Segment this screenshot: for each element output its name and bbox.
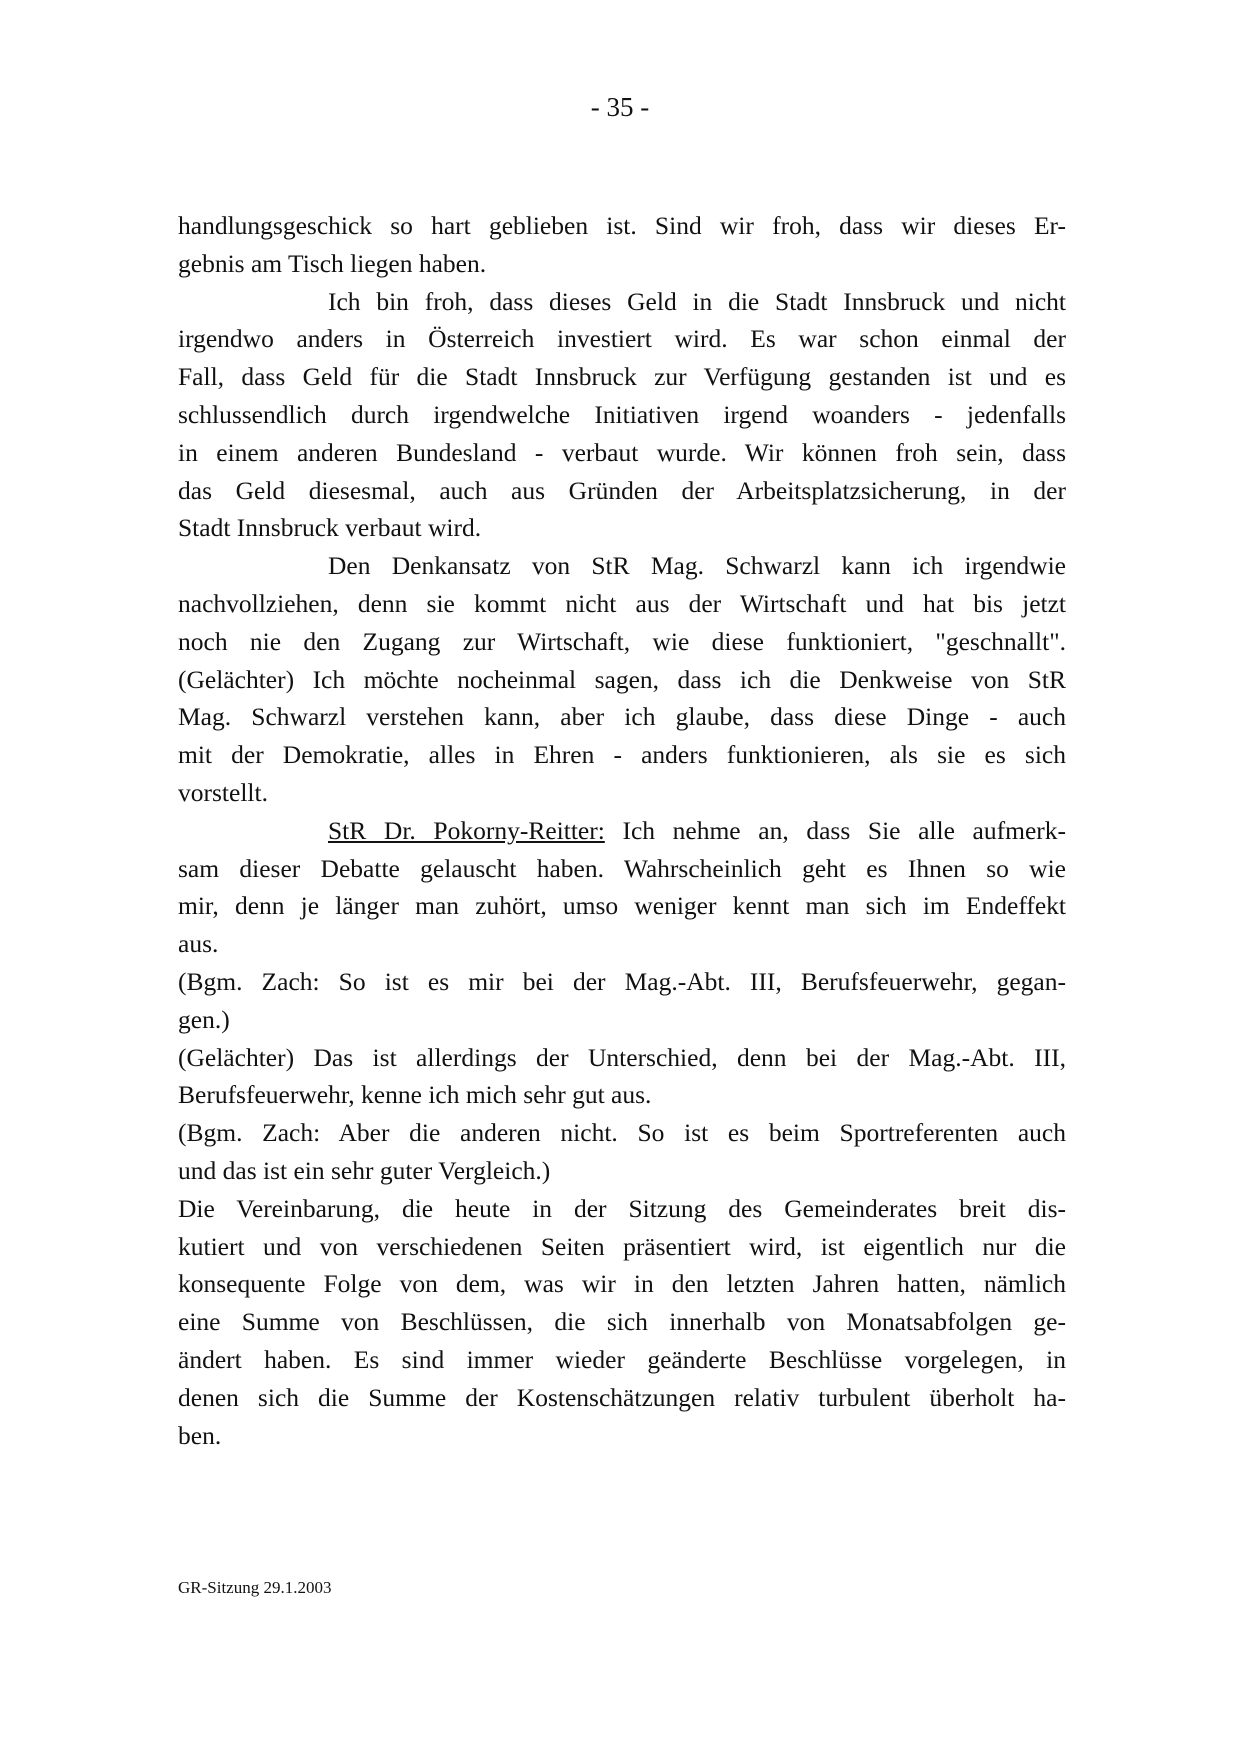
text-line: noch nie den Zugang zur Wirtschaft, wie diese funktioniert, "geschnallt".	[178, 626, 1066, 656]
text-line: nachvollziehen, denn sie kommt nicht aus der Wirtschaft und hat bis jetzt	[178, 588, 1066, 618]
text-line: kutiert und von verschiedenen Seiten präsentiert wird, ist eigentlich nur die	[178, 1231, 1066, 1261]
page-number: - 35 -	[590, 92, 650, 122]
text-line: handlungsgeschick so hart geblieben ist. Sind wir froh, dass wir dieses Er-	[178, 211, 1066, 240]
speaker-name: StR Dr. Pokorny-Reitter:	[328, 815, 605, 845]
text-line: sam dieser Debatte gelauscht haben. Wahrscheinlich geht es Ihnen so wie	[178, 853, 1066, 883]
text-line: in einem anderen Bundesland - verbaut wurde. Wir können froh sein, dass	[178, 437, 1066, 467]
text-line: eine Summe von Beschlüssen, die sich innerhalb von Monatsabfolgen ge-	[178, 1307, 1066, 1337]
text-line: mit der Demokratie, alles in Ehren - anders funktionieren, als sie es sich	[178, 740, 1066, 770]
text-line: Fall, dass Geld für die Stadt Innsbruck zur Verfügung gestanden ist und es	[178, 362, 1066, 392]
text-line: vorstellt.	[178, 777, 268, 807]
interjection-line: (Bgm. Zach: Aber die anderen nicht. So ist es beim Sportreferenten auch	[178, 1118, 1066, 1148]
text-line: gebnis am Tisch liegen haben.	[178, 248, 487, 278]
paragraph-start-line: Den Denkansatz von StR Mag. Schwarzl kann ich irgendwie	[328, 551, 1066, 581]
interjection-line: (Bgm. Zach: So ist es mir bei der Mag.-Abt. III, Berufsfeuerwehr, gegan-	[178, 966, 1066, 996]
text-line: Stadt Innsbruck verbaut wird.	[178, 513, 482, 543]
interjection-line: gen.)	[178, 1004, 230, 1034]
text-line: konsequente Folge von dem, was wir in den letzten Jahren hatten, nämlich	[178, 1269, 1066, 1299]
text-line: mir, denn je länger man zuhört, umso weniger kennt man sich im Endeffekt	[178, 891, 1066, 921]
text-line: das Geld diesesmal, auch aus Gründen der Arbeitsplatzsicherung, in der	[178, 475, 1066, 505]
body-text	[178, 207, 1066, 1454]
footer: GR-Sitzung 29.1.2003	[178, 1578, 332, 1597]
speaker-text: Ich nehme an, dass Sie alle aufmerk-	[622, 815, 1066, 845]
text-line: denen sich die Summe der Kostenschätzungen relativ turbulent überholt ha-	[178, 1382, 1066, 1412]
interjection-line: und das ist ein sehr guter Vergleich.)	[178, 1155, 551, 1185]
text-line: Mag. Schwarzl verstehen kann, aber ich glaube, dass diese Dinge - auch	[178, 702, 1066, 732]
text-line: aus.	[178, 929, 219, 959]
text-line: (Gelächter) Das ist allerdings der Unterschied, denn bei der Mag.-Abt. III,	[178, 1042, 1066, 1072]
paragraph-start-line: Ich bin froh, dass dieses Geld in die Stadt Innsbruck und nicht	[328, 286, 1066, 316]
text-line: irgendwo anders in Österreich investiert wird. Es war schon einmal der	[178, 324, 1066, 354]
text-line: Berufsfeuerwehr, kenne ich mich sehr gut aus.	[178, 1080, 652, 1110]
text-line: Die Vereinbarung, die heute in der Sitzung des Gemeinderates breit dis-	[178, 1193, 1066, 1223]
text-line: (Gelächter) Ich möchte nocheinmal sagen, dass ich die Denkweise von StR	[178, 664, 1066, 694]
text-line: ändert haben. Es sind immer wieder geänderte Beschlüsse vorgelegen, in	[178, 1344, 1066, 1374]
text-line: ben.	[178, 1420, 222, 1450]
text-line: schlussendlich durch irgendwelche Initiativen irgend woanders - jedenfalls	[178, 399, 1066, 429]
speaker-paragraph-line	[178, 812, 1066, 850]
